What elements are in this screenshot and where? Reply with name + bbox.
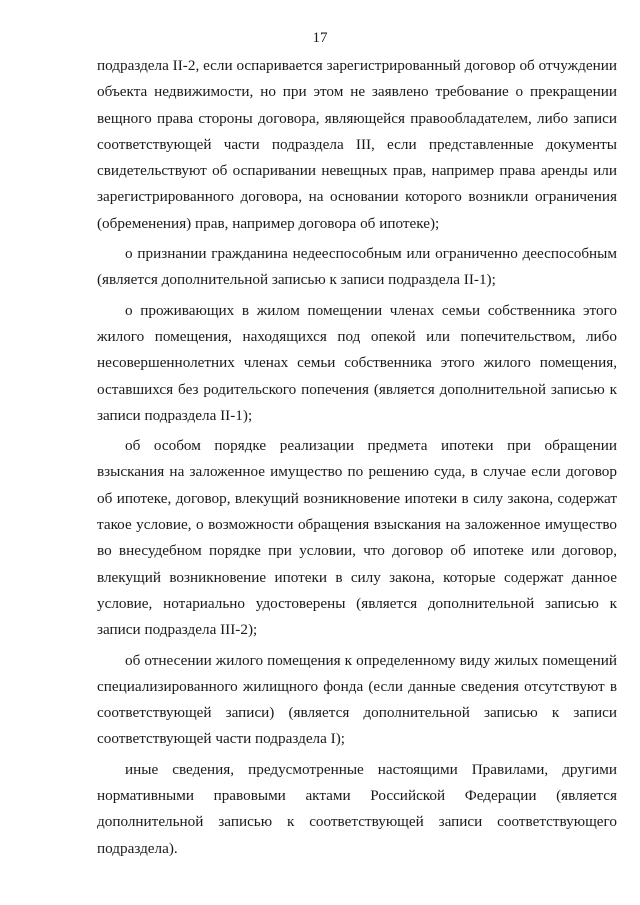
page-number: 17 [312, 30, 328, 46]
paragraph-mortgage-procedure: об особом порядке реализации предмета ипотеки при обращении взыскания на заложенное имущество по решению суда, в случае если договор об ипотеке, договор, влекущий возникновение ипотеки в силу закона, содержат такое условие, о возможности обращения взыскания на заложенное имущество во внесудебном порядке при условии, что договор об ипотеке или договор, влекущий возникновение ипотеки в силу закона, которые содержат данное условие, нотариально удостоверены (является дополнительной записью к записи подраздела III-2); [97, 437, 617, 639]
paragraph-continuation: подраздела II-2, если оспаривается зарегистрированный договор об отчуждении объекта недвижимости, но при этом не заявлено требование о прекращении вещного права стороны договора, являющейся правообладателем, либо записи соответствующей части подраздела III, если представленные документы свидетельствуют об оспаривании невещных прав, например права аренды или зарегистрированного договора, на основании которого возникли ограничения (обременения) прав, например договора об ипотеке); [97, 57, 617, 232]
paragraph-family-members: о проживающих в жилом помещении членах семьи собственника этого жилого помещения, находящихся под опекой или попечительством, либо несовершеннолетних членах семьи собственника этого жилого помещения, оставшихся без родительского попечения (является дополнительной записью к записи подраздела II-1); [97, 301, 617, 424]
paragraph-specialized-housing: об отнесении жилого помещения к определенному виду жилых помещений специализированного жилищного фонда (если данные сведения отсутствуют в соответствующей записи) (является дополнительной записью к записи соответствующей части подраздела I); [97, 651, 617, 748]
document-body [97, 53, 617, 866]
paragraph-incapacity: о признании гражданина недееспособным или ограниченно дееспособным (является дополнительной записью к записи подраздела II-1); [97, 245, 617, 289]
paragraph-other-info: иные сведения, предусмотренные настоящими Правилами, другими нормативными правовыми актами Российской Федерации (является дополнительной записью к соответствующей записи соответствующего подраздела). [97, 760, 617, 857]
